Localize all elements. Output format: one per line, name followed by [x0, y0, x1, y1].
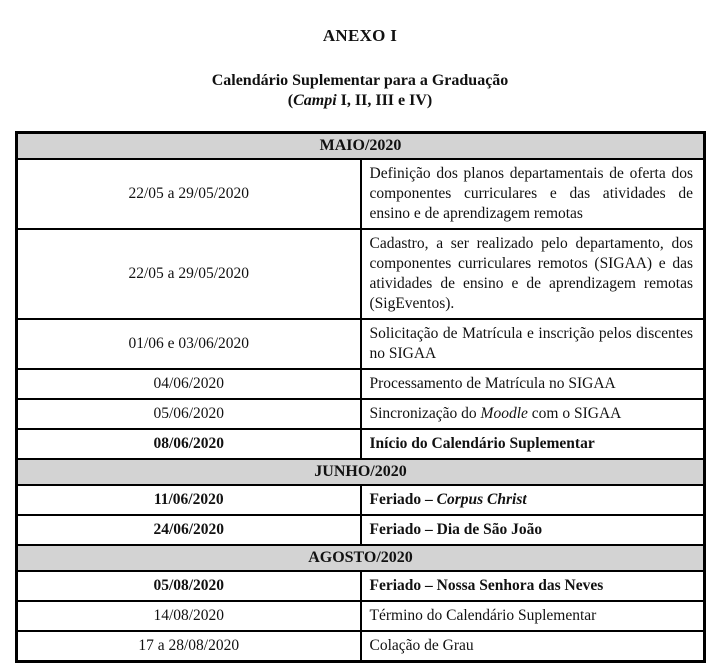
description-cell	[361, 229, 705, 319]
date-cell: 22/05 a 29/05/2020	[17, 159, 361, 229]
table-row	[17, 429, 705, 459]
month-section-row	[17, 545, 705, 571]
date-cell: 14/08/2020	[17, 601, 361, 631]
text-segment: I, II, III e IV)	[336, 92, 433, 109]
text-segment: Definição dos planos departamentais de oferta dos componentes curriculares e das atividades de ensino e de aprendizagem remotas	[369, 165, 693, 222]
document-header	[0, 0, 720, 111]
subtitle-line-2	[0, 91, 720, 111]
page-title: ANEXO I	[322, 26, 398, 45]
description-cell	[361, 515, 705, 545]
text-segment: Colação de Grau	[369, 637, 474, 654]
description-cell	[361, 399, 705, 429]
text-segment: Processamento de Matrícula no SIGAA	[369, 375, 616, 392]
date-cell: 08/06/2020	[17, 429, 361, 459]
text-segment: Solicitação de Matrícula e inscrição pelos discentes no SIGAA	[369, 325, 693, 362]
table-row	[17, 485, 705, 515]
date-cell: 05/06/2020	[17, 399, 361, 429]
text-segment: Sincronização do	[369, 405, 481, 422]
table-row	[17, 369, 705, 399]
description-cell	[361, 369, 705, 399]
month-section-header: MAIO/2020	[17, 133, 705, 160]
month-section-row	[17, 459, 705, 485]
text-segment: Término do Calendário Suplementar	[369, 607, 597, 624]
calendar-table	[15, 131, 706, 663]
date-cell: 22/05 a 29/05/2020	[17, 229, 361, 319]
text-segment: Início do Calendário Suplementar	[369, 435, 595, 452]
text-segment: Feriado – Nossa Senhora das Neves	[369, 577, 604, 594]
text-segment: (	[287, 92, 294, 109]
date-cell: 04/06/2020	[17, 369, 361, 399]
text-segment: Feriado – Dia de São João	[369, 521, 543, 538]
description-cell	[361, 485, 705, 515]
table-row	[17, 601, 705, 631]
description-cell	[361, 159, 705, 229]
italic-text: Campi	[293, 92, 337, 109]
table-row	[17, 159, 705, 229]
table-row	[17, 515, 705, 545]
description-cell	[361, 429, 705, 459]
calendar-table-body	[17, 133, 705, 662]
text-segment: com o SIGAA	[527, 405, 622, 422]
document-subtitle	[0, 71, 720, 111]
date-cell: 24/06/2020	[17, 515, 361, 545]
description-cell	[361, 601, 705, 631]
table-row	[17, 229, 705, 319]
italic-text: Moodle	[480, 405, 528, 422]
text-segment: Feriado –	[369, 491, 437, 508]
date-cell: 17 a 28/08/2020	[17, 631, 361, 662]
table-row	[17, 631, 705, 662]
text-segment: Cadastro, a ser realizado pelo departamento, dos componentes curriculares remotos (SIGAA) e das atividades de ensino e de aprendizagem remotas (SigEventos).	[369, 235, 693, 312]
description-cell	[361, 319, 705, 369]
month-section-row	[17, 133, 705, 160]
table-row	[17, 399, 705, 429]
description-cell	[361, 631, 705, 662]
subtitle-line-1: Calendário Suplementar para a Graduação	[211, 72, 509, 89]
date-cell: 11/06/2020	[17, 485, 361, 515]
italic-text: Corpus Christ	[436, 491, 527, 508]
date-cell: 05/08/2020	[17, 571, 361, 601]
table-row	[17, 319, 705, 369]
date-cell: 01/06 e 03/06/2020	[17, 319, 361, 369]
month-section-header: JUNHO/2020	[17, 459, 705, 485]
month-section-header: AGOSTO/2020	[17, 545, 705, 571]
